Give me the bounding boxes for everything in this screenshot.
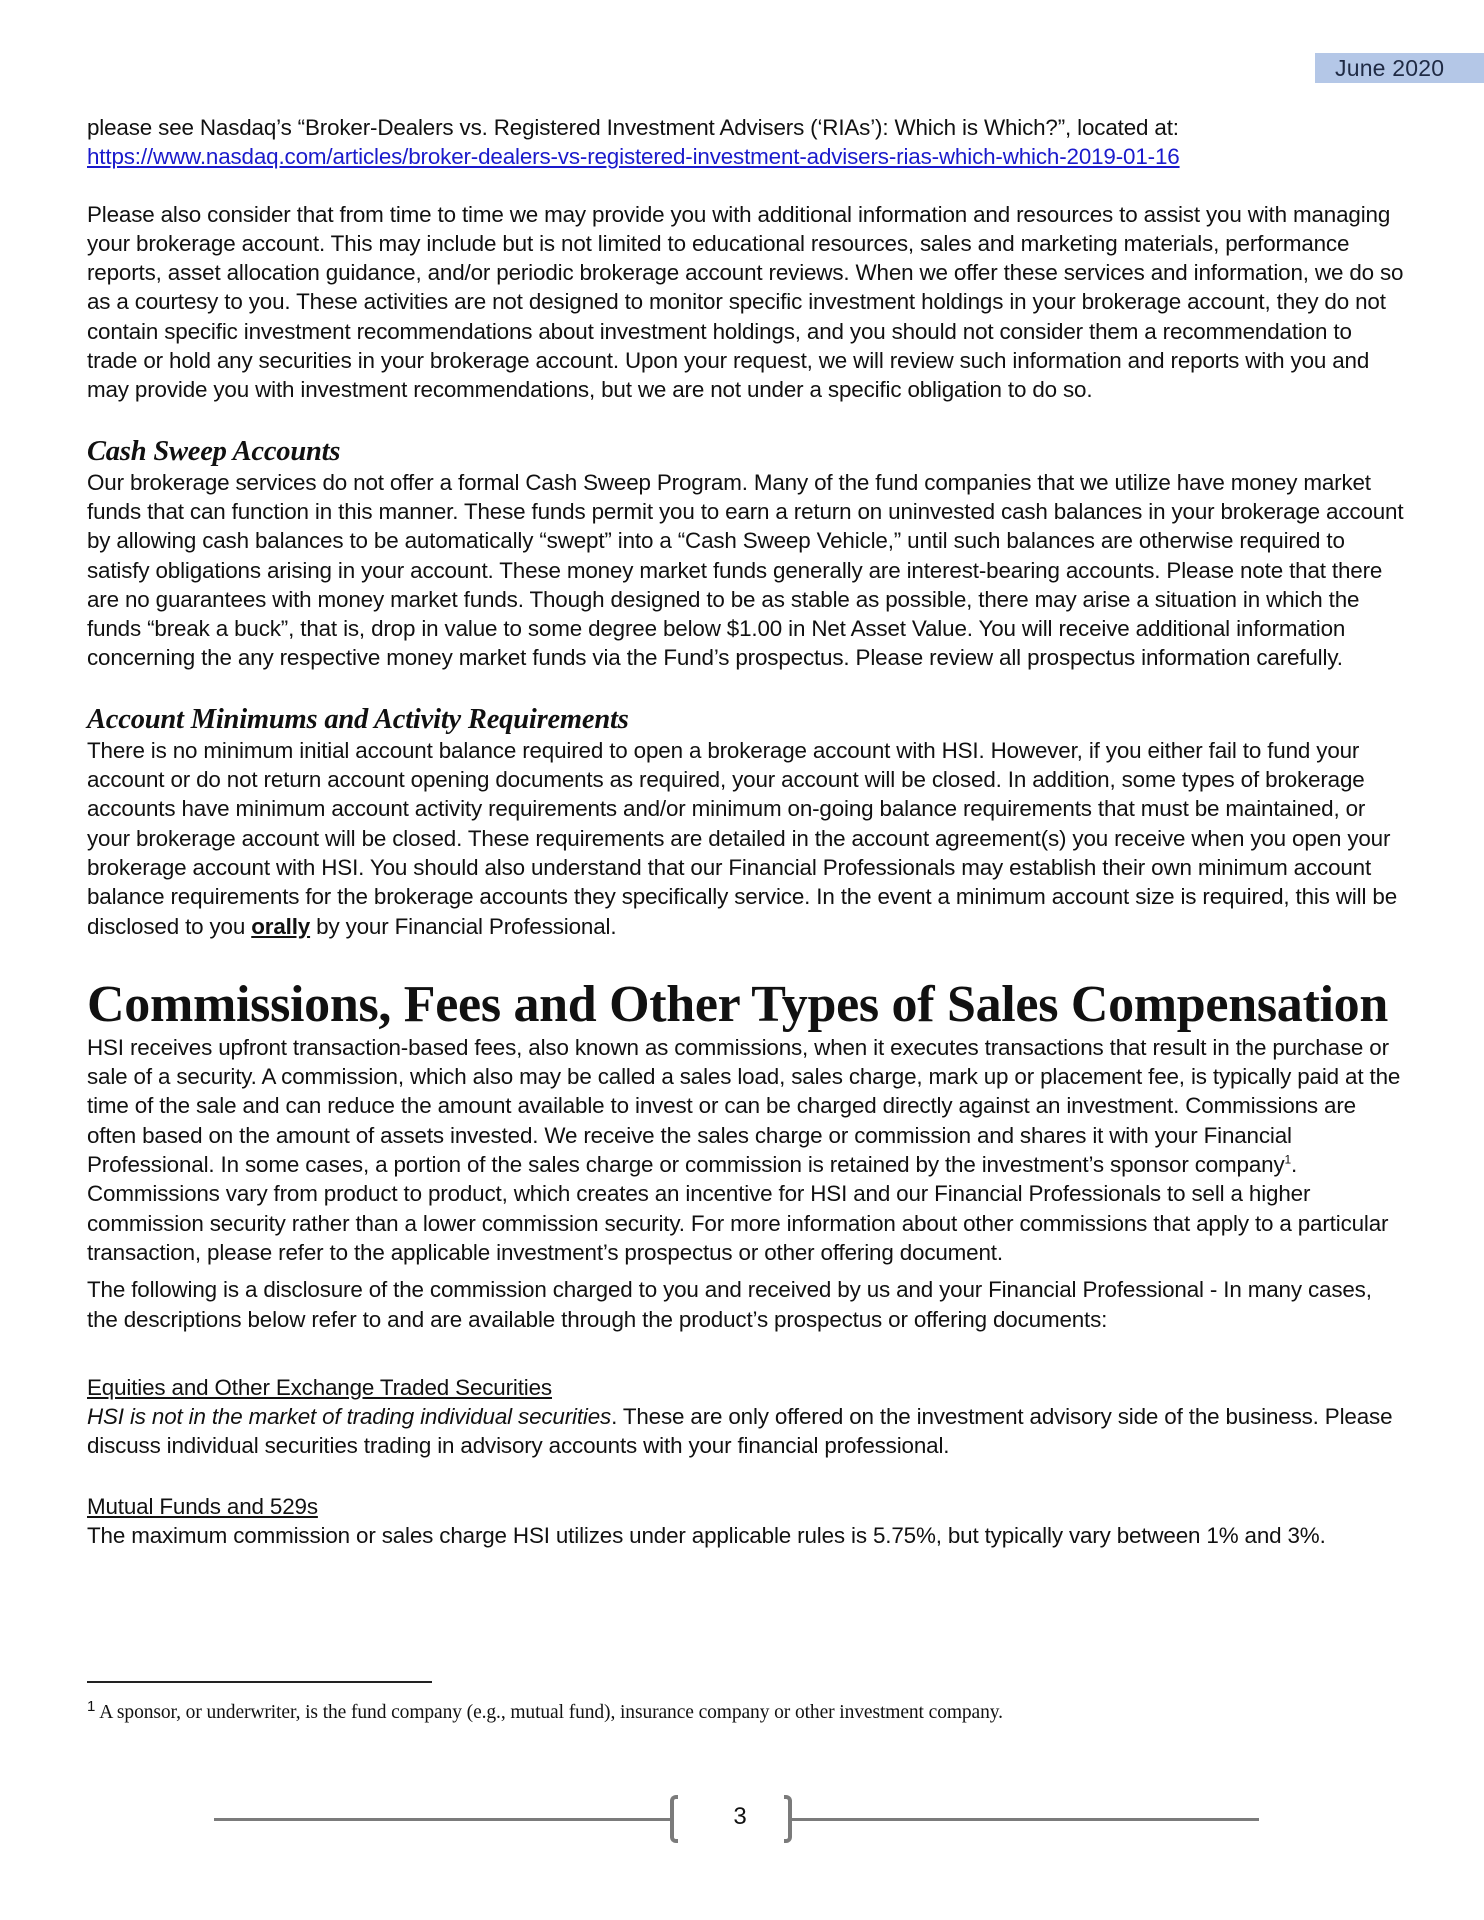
footer-bracket-right [784, 1795, 792, 1843]
footnote-number: 1 [87, 1698, 96, 1715]
commissions-heading: Commissions, Fees and Other Types of Sales Compensation [87, 975, 1388, 1033]
footer-line-right [792, 1818, 1259, 1821]
mutual-funds-paragraph: The maximum commission or sales charge HSI utilizes under applicable rules is 5.75%, but typically vary between 1% and 3%. [87, 1522, 1326, 1548]
footer-line-left [214, 1818, 670, 1821]
equities-italic: HSI is not in the market of trading individual securities [87, 1404, 612, 1430]
footnote-reference[interactable]: 1 [1284, 1152, 1292, 1167]
disclosure-paragraph: The following is a disclosure of the commission charged to you and received by us and your Financial Professional - In many cases, the descriptions below refer to and are available through the product’s prospectus or offering documents: [87, 1277, 1372, 1332]
footer-bracket-left [670, 1795, 678, 1843]
page-number: 3 [733, 1803, 747, 1830]
mutual-funds-heading: Mutual Funds and 529s [87, 1493, 318, 1519]
orally-emphasis: orally [251, 913, 311, 939]
account-minimums-paragraph [87, 736, 1407, 941]
intro-text [87, 113, 1407, 172]
account-minimums-heading: Account Minimums and Activity Requirements [87, 703, 629, 735]
cash-sweep-paragraph: Our brokerage services do not offer a formal Cash Sweep Program. Many of the fund companies that we utilize have money market funds that can function in this manner. These funds permit you to earn a return on uninvested cash balances in your brokerage account by allowing cash balances to be automatically “swept” into a “Cash Sweep Vehicle,” until such balances are otherwise required to satisfy obligations arising in your account. These money market funds generally are interest-bearing accounts. Please note that there are no guarantees with money market funds. Though designed to be as stable as possible, there may arise a situation in which the funds “break a buck”, that is, drop in value to some degree below $1.00 in Net Asset Value. You will receive additional information concerning the any respective money market funds via the Fund’s prospectus. Please review all prospectus information carefully. [87, 469, 1404, 671]
account-minimums-text: There is no minimum initial account balance required to open a brokerage account with HSI. However, if you either fail to fund your account or do not return account opening documents as required, your account will be closed. In addition, some types of brokerage accounts have minimum account activity requirements and/or minimum on-going balance requirements that must be maintained, or your brokerage account will be closed. These requirements are detailed in the account agreement(s) you receive when you open your brokerage account with HSI. You should also understand that our Financial Professionals may establish their own minimum account balance requirements for the brokerage accounts they specifically service. In the event a minimum account size is required, this will be disclosed to you [87, 737, 1397, 939]
date-badge: June 2020 [1315, 53, 1484, 83]
cash-sweep-heading: Cash Sweep Accounts [87, 435, 341, 467]
footnote [87, 1695, 1003, 1725]
nasdaq-article-link[interactable]: https://www.nasdaq.com/articles/broker-dealers-vs-registered-investment-advisers-rias-which-which-2019-01-16 [87, 144, 1180, 170]
intro-line: please see Nasdaq’s “Broker-Dealers vs. Registered Investment Advisers (‘RIAs’): Which is Which?”, located at: [87, 115, 1179, 140]
equities-paragraph [87, 1402, 1407, 1461]
commissions-text-end: . Commissions vary from product to product, which creates an incentive for HSI and our Financial Professionals to sell a higher commission security rather than a lower commission security. For more information about other commissions that apply to a particular transaction, please refer to the applicable investment’s prospectus or other offering document. [87, 1152, 1389, 1265]
resources-paragraph: Please also consider that from time to time we may provide you with additional information and resources to assist you with managing your brokerage account. This may include but is not limited to educational resources, sales and marketing materials, performance reports, asset allocation guidance, and/or periodic brokerage account reviews. When we offer these services and information, we do so as a courtesy to you. These activities are not designed to monitor specific investment holdings in your brokerage account, they do not contain specific investment recommendations about investment holdings, and you should not consider them a recommendation to trade or hold any securities in your brokerage account. Upon your request, we will review such information and reports with you and may provide you with investment recommendations, but we are not under a specific obligation to do so. [87, 201, 1404, 403]
commissions-text: HSI receives upfront transaction-based fees, also known as commissions, when it executes transactions that result in the purchase or sale of a security. A commission, which also may be called a sales load, sales charge, mark up or placement fee, is typically paid at the time of the sale and can reduce the amount available to invest or can be charged directly against an investment. Commissions are often based on the amount of assets invested. We receive the sales charge or commission and shares it with your Financial Professional. In some cases, a portion of the sales charge or commission is retained by the investment’s sponsor company [87, 1034, 1401, 1178]
commissions-paragraph [87, 1033, 1407, 1267]
footnote-text: A sponsor, or underwriter, is the fund company (e.g., mutual fund), insurance company or other investment company. [99, 1702, 1003, 1723]
equities-text: . These are only offered on the investment advisory side of the business. Please discuss individual securities trading in advisory accounts with your financial professional. [87, 1404, 1393, 1459]
document-body [87, 113, 1407, 1550]
footnote-divider [87, 1681, 432, 1683]
account-minimums-text-end: by your Financial Professional. [310, 913, 617, 939]
equities-heading: Equities and Other Exchange Traded Securities [87, 1374, 552, 1400]
